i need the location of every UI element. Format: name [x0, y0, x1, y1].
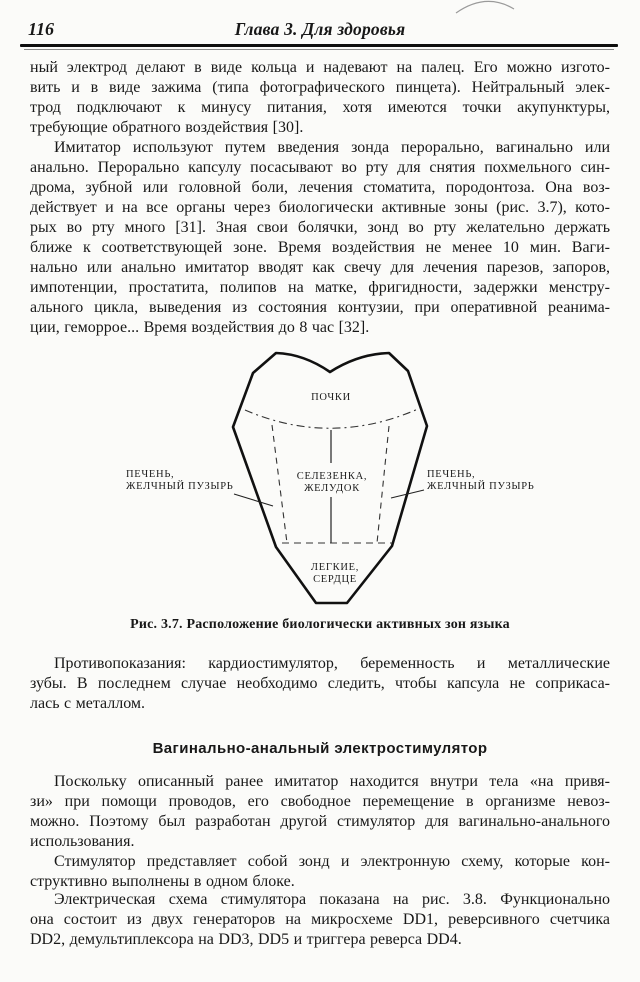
- text-line: анально. Перорально капсулу посасывают во рту для снятия похмельного син-: [30, 159, 610, 176]
- paragraph-6: [30, 890, 610, 950]
- zone-boundary-arc: [245, 409, 418, 428]
- paragraph-5: [30, 852, 610, 892]
- text-line: она состоит из двух генераторов на микросхеме DD1, реверсивного счетчика: [30, 911, 610, 928]
- figure-caption: Рис. 3.7. Расположение биологически активных зон языка: [130, 617, 510, 632]
- text-line: дрома, зубной или головной боли, лечения стоматита, породонтоза. Она воз-: [30, 179, 610, 196]
- running-title: Глава 3. Для здоровья: [234, 19, 406, 39]
- figure-label-kidneys: ПОЧКИ: [311, 392, 351, 403]
- figure-label-stomach: ЖЕЛУДОК: [304, 483, 360, 494]
- page-number: 116: [28, 19, 55, 39]
- text-line: ального цикла, выведения из состояния контузии, при оперативной реанима-: [30, 299, 610, 316]
- scan-artifact-squiggle: [452, 0, 522, 16]
- figure-label-liver-left-2: ЖЕЛЧНЫЙ ПУЗЫРЬ: [126, 481, 234, 492]
- figure-label-liver-right-2: ЖЕЛЧНЫЙ ПУЗЫРЬ: [427, 481, 535, 492]
- text-line: Стимулятор представляет собой зонд и электронную схему, которые кон-: [54, 853, 610, 870]
- header-rule-echo: [24, 49, 614, 50]
- tongue-zones-figure: [110, 340, 540, 616]
- text-line: ближе к соответствующей зоне. Время воздействия не менее 10 мин. Ваги-: [30, 239, 610, 256]
- text-line: лась с металлом.: [30, 695, 146, 712]
- section-heading: Вагинально-анальный электростимулятор: [152, 740, 488, 757]
- figure-label-lungs: ЛЕГКИЕ,: [310, 562, 360, 573]
- paragraph-3: [30, 654, 610, 714]
- paragraph-1: [30, 58, 610, 138]
- figure-label-spleen: СЕЛЕЗЕНКА,: [296, 471, 368, 482]
- text-line: ции, геморрое... Время воздействия до 8 час [32].: [30, 319, 370, 336]
- text-line: можно. Поэтому был разработан другой стимулятор для вагинально-анального: [30, 813, 610, 830]
- left-leader-line: [234, 494, 273, 506]
- text-line: структивно выполнены в одном блоке.: [30, 873, 295, 890]
- text-line: зи» при помощи проводов, его свободное перемещение в организме невоз-: [30, 793, 610, 810]
- text-line: требующие обратного воздействия [30].: [30, 119, 304, 136]
- text-line: Поскольку описанный ранее имитатор находится внутри тела «на привя-: [54, 773, 610, 790]
- paragraph-2: [30, 138, 610, 338]
- text-line: ный электрод делают в виде кольца и надевают на палец. Его можно изгото-: [30, 59, 610, 76]
- zone-boundary-right: [377, 426, 389, 543]
- text-line: DD2, демультиплексора на DD3, DD5 и триггера реверса DD4.: [30, 931, 462, 948]
- text-line: трод подключают к минусу питания, хотя имеются точки акупунктуры,: [30, 99, 610, 116]
- text-line: нально или анально имитатор вводят как свечу для лечения парезов, запоров,: [30, 259, 610, 276]
- text-line: рых во рту много [31]. Зная свои болячки, зонд во рту желательно держать: [30, 219, 610, 236]
- text-line: действует и на все органы через биологически активные зоны (рис. 3.7), кото-: [30, 199, 610, 216]
- text-line: Электрическая схема стимулятора показана на рис. 3.8. Функционально: [54, 891, 610, 908]
- paragraph-4: [30, 772, 610, 852]
- figure-label-liver-left-1: ПЕЧЕНЬ,: [126, 469, 175, 480]
- text-line: Имитатор используют путем введения зонда перорально, вагинально или: [54, 139, 610, 156]
- text-line: использования.: [30, 833, 135, 850]
- text-line: импотенции, простатита, полипов на матке, фригидности, задержки менстру-: [30, 279, 610, 296]
- zone-boundary-left: [272, 425, 287, 543]
- header-rule: [20, 44, 618, 47]
- figure-label-liver-right-1: ПЕЧЕНЬ,: [427, 469, 476, 480]
- text-line: Противопоказания: кардиостимулятор, беременность и металлические: [54, 655, 610, 672]
- figure-label-heart: СЕРДЦЕ: [313, 574, 357, 585]
- text-line: вить и в виде зажима (типа фотографического пинцета). Нейтральный элек-: [30, 79, 610, 96]
- text-line: зубы. В последнем случае необходимо следить, чтобы капсула не соприкаса-: [30, 675, 610, 692]
